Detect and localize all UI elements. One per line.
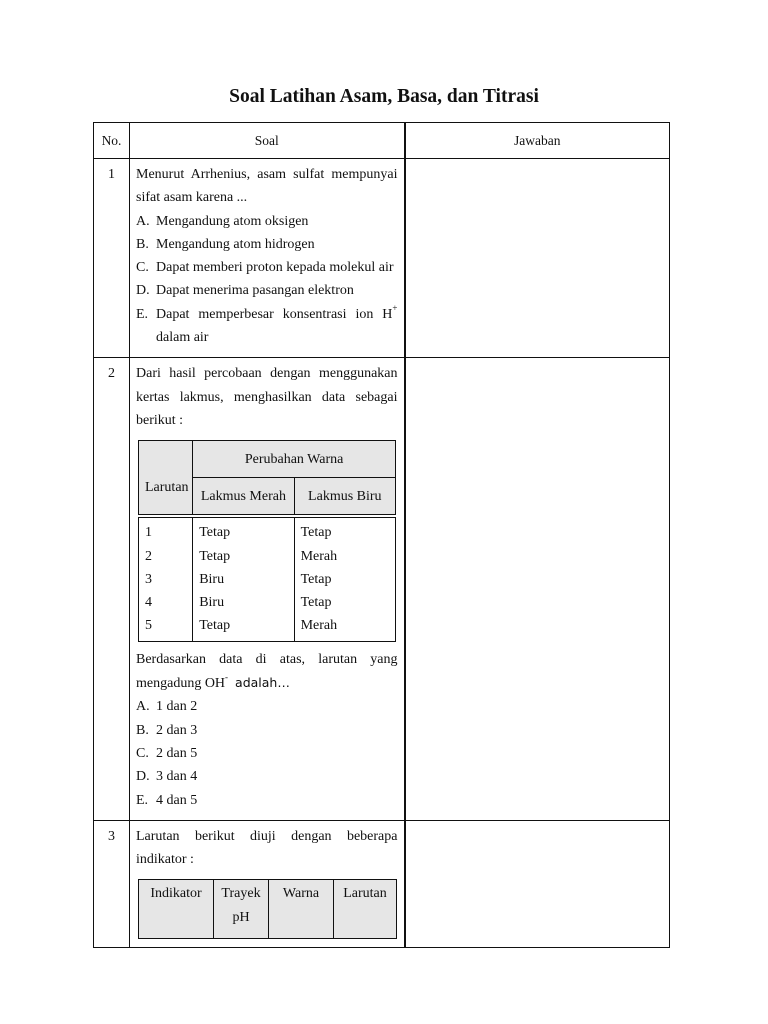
larutan-header: Larutan xyxy=(139,441,193,515)
question-number: 3 xyxy=(94,820,130,948)
header-row xyxy=(94,123,670,159)
litmus-table xyxy=(138,440,396,641)
option-list xyxy=(136,210,398,350)
option-b: B. 2 dan 3 xyxy=(136,722,198,738)
question-row-3 xyxy=(94,820,670,948)
answer-cell[interactable] xyxy=(405,358,670,820)
question-number: 2 xyxy=(94,358,130,820)
trayek-ph-header: Trayek pH xyxy=(214,880,269,939)
question-table xyxy=(93,122,670,948)
answer-cell[interactable] xyxy=(405,159,670,358)
document-title: Soal Latihan Asam, Basa, dan Titrasi xyxy=(229,86,539,107)
question-stem: mengadung OH- adalah… xyxy=(136,672,290,692)
indicator-table xyxy=(138,879,397,939)
option-a: A. Mengandung atom oksigen xyxy=(136,213,309,229)
lakmus-biru-column: Tetap Merah Tetap Tetap Merah xyxy=(294,518,395,641)
question-stem: kertas lakmus, menghasilkan data sebagai xyxy=(136,389,398,405)
header-no: No. xyxy=(94,123,130,159)
question-row-2 xyxy=(94,358,670,820)
question-row-1 xyxy=(94,159,670,358)
larutan-column: 1 2 3 4 5 xyxy=(139,518,193,641)
question-stem: Larutan berikut diuji dengan beberapa xyxy=(136,828,398,844)
option-e-continuation: dalam air xyxy=(156,330,209,346)
option-c: C. 2 dan 5 xyxy=(136,745,198,761)
option-c: C. Dapat memberi proton kepada molekul air xyxy=(136,260,394,276)
question-stem: Berdasarkan data di atas, larutan yang xyxy=(136,651,398,667)
answer-cell[interactable] xyxy=(405,820,670,948)
lakmus-merah-column: Tetap Tetap Biru Biru Tetap xyxy=(193,518,294,641)
question-stem: indikator : xyxy=(136,852,194,868)
table-row xyxy=(139,518,396,641)
option-e: E. Dapat memperbesar konsentrasi ion H+ xyxy=(136,303,398,322)
option-e: E. 4 dan 5 xyxy=(136,792,198,808)
option-list xyxy=(136,695,398,811)
question-cell xyxy=(130,820,405,948)
indikator-header: Indikator xyxy=(139,880,214,939)
question-stem: Menurut Arrhenius, asam sulfat mempunyai xyxy=(136,167,398,182)
header-soal: Soal xyxy=(130,123,405,159)
lakmus-merah-header: Lakmus Merah xyxy=(193,478,294,515)
lakmus-biru-header: Lakmus Biru xyxy=(294,478,395,515)
larutan-header: Larutan xyxy=(334,880,397,939)
option-a: A. 1 dan 2 xyxy=(136,699,198,715)
perubahan-warna-header: Perubahan Warna xyxy=(193,441,396,478)
question-stem: berikut : xyxy=(136,412,184,428)
option-d: D. 3 dan 4 xyxy=(136,769,198,785)
option-d: D. Dapat menerima pasangan elektron xyxy=(136,283,354,299)
question-cell xyxy=(130,159,405,358)
question-stem: sifat asam karena ... xyxy=(136,190,248,206)
warna-header: Warna xyxy=(269,880,334,939)
question-cell xyxy=(130,358,405,820)
question-stem: Dari hasil percobaan dengan menggunakan xyxy=(136,366,398,382)
option-b: B. Mengandung atom hidrogen xyxy=(136,236,315,252)
question-number: 1 xyxy=(94,159,130,358)
header-jawaban: Jawaban xyxy=(405,123,670,159)
